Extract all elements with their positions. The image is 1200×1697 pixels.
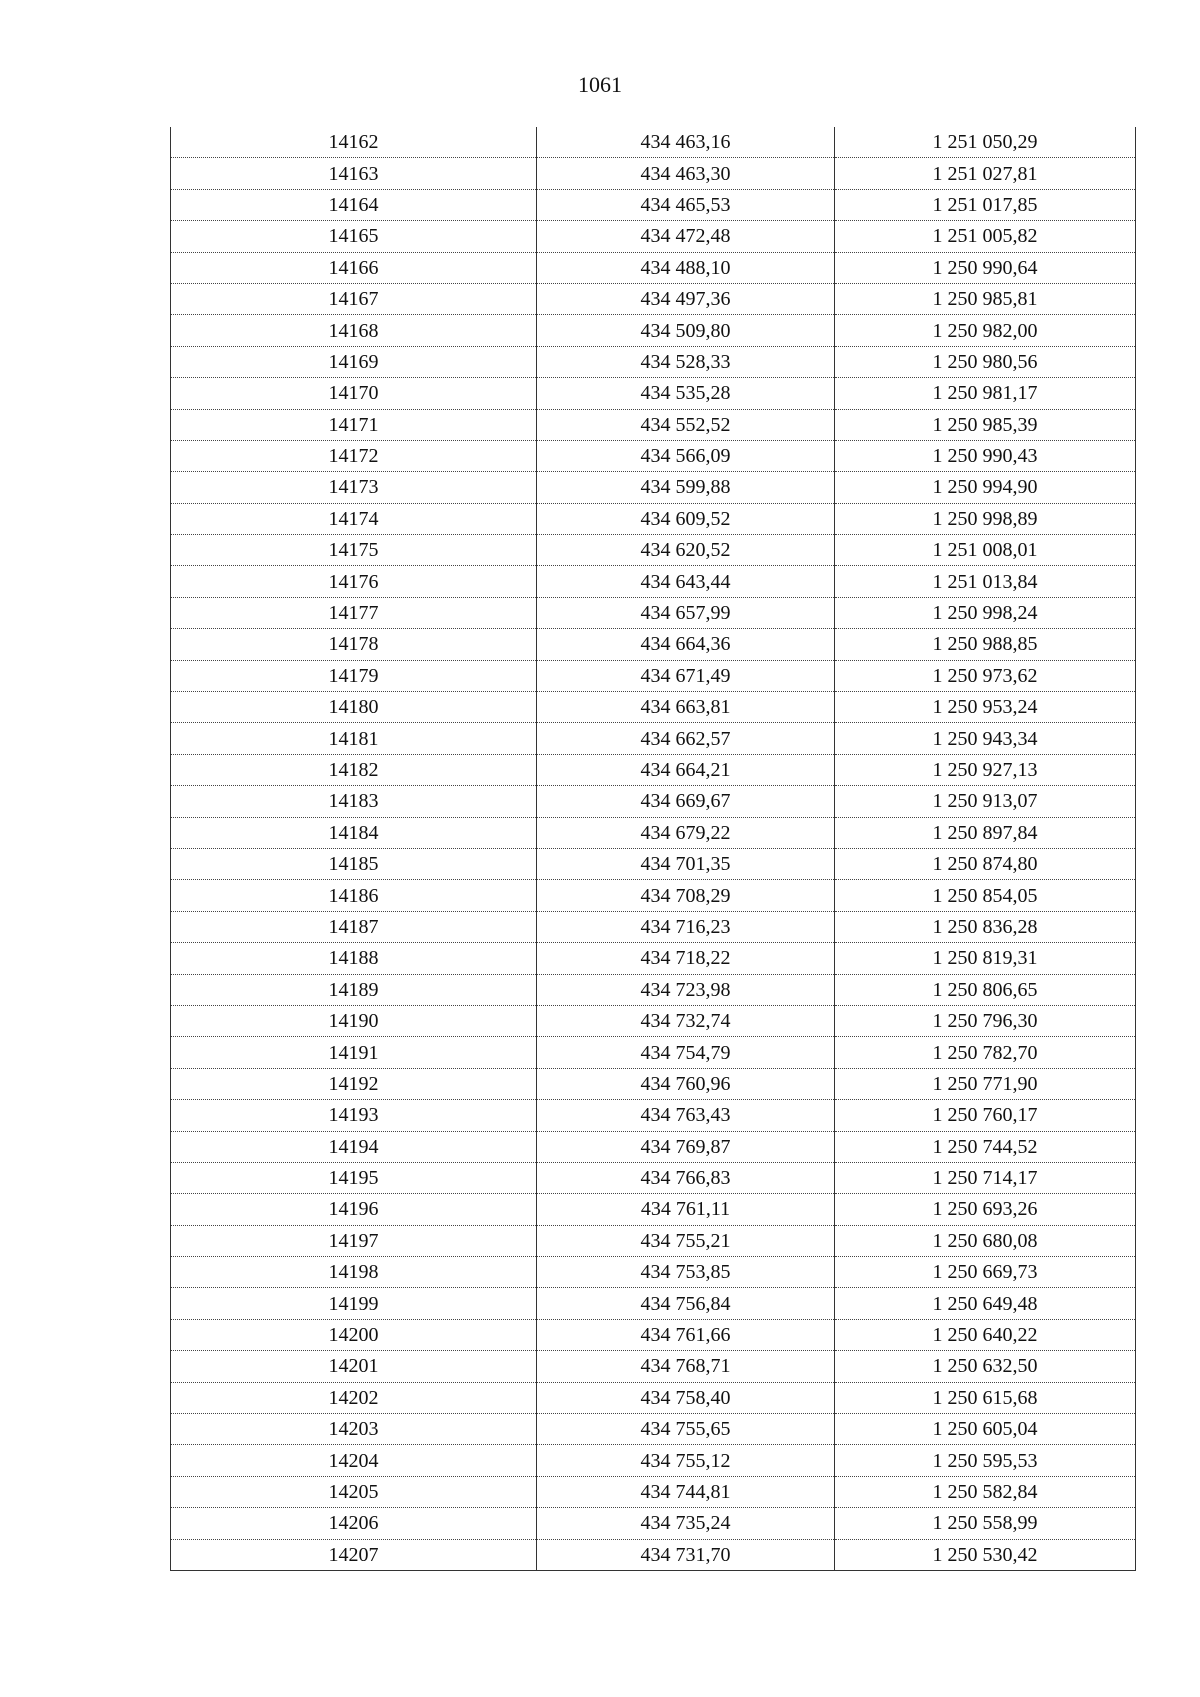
x-coordinate-cell: 434 744,81: [537, 1476, 835, 1507]
x-coordinate-cell: 434 566,09: [537, 440, 835, 471]
x-coordinate-cell: 434 768,71: [537, 1351, 835, 1382]
y-coordinate-cell: 1 250 714,17: [835, 1162, 1136, 1193]
x-coordinate-cell: 434 755,12: [537, 1445, 835, 1476]
point-number-cell: 14181: [171, 723, 537, 754]
point-number-cell: 14169: [171, 346, 537, 377]
x-coordinate-cell: 434 716,23: [537, 911, 835, 942]
x-coordinate-cell: 434 609,52: [537, 503, 835, 534]
table-row: [171, 472, 1136, 503]
table-row: [171, 1162, 1136, 1193]
point-number-cell: 14185: [171, 848, 537, 879]
y-coordinate-cell: 1 250 985,81: [835, 283, 1136, 314]
point-number-cell: 14196: [171, 1194, 537, 1225]
table-row: [171, 911, 1136, 942]
x-coordinate-cell: 434 528,33: [537, 346, 835, 377]
y-coordinate-cell: 1 250 760,17: [835, 1100, 1136, 1131]
table-row: [171, 1225, 1136, 1256]
x-coordinate-cell: 434 701,35: [537, 848, 835, 879]
x-coordinate-cell: 434 463,30: [537, 158, 835, 189]
table-row: [171, 535, 1136, 566]
x-coordinate-cell: 434 754,79: [537, 1037, 835, 1068]
point-number-cell: 14162: [171, 127, 537, 158]
point-number-cell: 14203: [171, 1414, 537, 1445]
x-coordinate-cell: 434 599,88: [537, 472, 835, 503]
table-row: [171, 1508, 1136, 1539]
y-coordinate-cell: 1 250 998,89: [835, 503, 1136, 534]
y-coordinate-cell: 1 250 897,84: [835, 817, 1136, 848]
table-row: [171, 158, 1136, 189]
y-coordinate-cell: 1 250 558,99: [835, 1508, 1136, 1539]
y-coordinate-cell: 1 250 669,73: [835, 1257, 1136, 1288]
x-coordinate-cell: 434 465,53: [537, 189, 835, 220]
point-number-cell: 14191: [171, 1037, 537, 1068]
y-coordinate-cell: 1 250 836,28: [835, 911, 1136, 942]
x-coordinate-cell: 434 669,67: [537, 786, 835, 817]
table-row: [171, 1005, 1136, 1036]
point-number-cell: 14207: [171, 1539, 537, 1570]
y-coordinate-cell: 1 250 649,48: [835, 1288, 1136, 1319]
table-row: [171, 1288, 1136, 1319]
x-coordinate-cell: 434 497,36: [537, 283, 835, 314]
y-coordinate-cell: 1 251 008,01: [835, 535, 1136, 566]
point-number-cell: 14200: [171, 1319, 537, 1350]
y-coordinate-cell: 1 250 913,07: [835, 786, 1136, 817]
x-coordinate-cell: 434 620,52: [537, 535, 835, 566]
point-number-cell: 14168: [171, 315, 537, 346]
table-row: [171, 660, 1136, 691]
point-number-cell: 14192: [171, 1068, 537, 1099]
x-coordinate-cell: 434 769,87: [537, 1131, 835, 1162]
y-coordinate-cell: 1 250 796,30: [835, 1005, 1136, 1036]
point-number-cell: 14188: [171, 943, 537, 974]
table-row: [171, 629, 1136, 660]
point-number-cell: 14187: [171, 911, 537, 942]
point-number-cell: 14179: [171, 660, 537, 691]
point-number-cell: 14170: [171, 378, 537, 409]
y-coordinate-cell: 1 250 530,42: [835, 1539, 1136, 1570]
y-coordinate-cell: 1 251 027,81: [835, 158, 1136, 189]
y-coordinate-cell: 1 250 582,84: [835, 1476, 1136, 1507]
y-coordinate-cell: 1 250 953,24: [835, 692, 1136, 723]
y-coordinate-cell: 1 250 990,64: [835, 252, 1136, 283]
table-row: [171, 597, 1136, 628]
y-coordinate-cell: 1 250 982,00: [835, 315, 1136, 346]
page-number: 1061: [578, 72, 622, 97]
point-number-cell: 14177: [171, 597, 537, 628]
x-coordinate-cell: 434 552,52: [537, 409, 835, 440]
x-coordinate-cell: 434 755,65: [537, 1414, 835, 1445]
x-coordinate-cell: 434 718,22: [537, 943, 835, 974]
table-row: [171, 127, 1136, 158]
table-row: [171, 378, 1136, 409]
table-row: [171, 1100, 1136, 1131]
x-coordinate-cell: 434 758,40: [537, 1382, 835, 1413]
table-row: [171, 1037, 1136, 1068]
x-coordinate-cell: 434 732,74: [537, 1005, 835, 1036]
x-coordinate-cell: 434 731,70: [537, 1539, 835, 1570]
table-row: [171, 409, 1136, 440]
table-row: [171, 1476, 1136, 1507]
point-number-cell: 14193: [171, 1100, 537, 1131]
table-row: [171, 1068, 1136, 1099]
point-number-cell: 14184: [171, 817, 537, 848]
x-coordinate-cell: 434 761,66: [537, 1319, 835, 1350]
x-coordinate-cell: 434 671,49: [537, 660, 835, 691]
x-coordinate-cell: 434 663,81: [537, 692, 835, 723]
x-coordinate-cell: 434 535,28: [537, 378, 835, 409]
x-coordinate-cell: 434 753,85: [537, 1257, 835, 1288]
y-coordinate-cell: 1 250 943,34: [835, 723, 1136, 754]
point-number-cell: 14194: [171, 1131, 537, 1162]
y-coordinate-cell: 1 251 050,29: [835, 127, 1136, 158]
table-row: [171, 1351, 1136, 1382]
y-coordinate-cell: 1 250 854,05: [835, 880, 1136, 911]
table-row: [171, 189, 1136, 220]
x-coordinate-cell: 434 664,21: [537, 754, 835, 785]
y-coordinate-cell: 1 251 013,84: [835, 566, 1136, 597]
x-coordinate-cell: 434 766,83: [537, 1162, 835, 1193]
x-coordinate-cell: 434 664,36: [537, 629, 835, 660]
point-number-cell: 14206: [171, 1508, 537, 1539]
table-row: [171, 786, 1136, 817]
table-row: [171, 723, 1136, 754]
table-row: [171, 943, 1136, 974]
y-coordinate-cell: 1 250 994,90: [835, 472, 1136, 503]
table-row: [171, 221, 1136, 252]
table-row: [171, 754, 1136, 785]
y-coordinate-cell: 1 250 605,04: [835, 1414, 1136, 1445]
point-number-cell: 14202: [171, 1382, 537, 1413]
point-number-cell: 14180: [171, 692, 537, 723]
y-coordinate-cell: 1 250 981,17: [835, 378, 1136, 409]
y-coordinate-cell: 1 251 017,85: [835, 189, 1136, 220]
x-coordinate-cell: 434 763,43: [537, 1100, 835, 1131]
point-number-cell: 14174: [171, 503, 537, 534]
y-coordinate-cell: 1 250 927,13: [835, 754, 1136, 785]
table-row: [171, 1194, 1136, 1225]
table-row: [171, 346, 1136, 377]
point-number-cell: 14176: [171, 566, 537, 597]
x-coordinate-cell: 434 463,16: [537, 127, 835, 158]
table-row: [171, 1131, 1136, 1162]
table-row: [171, 503, 1136, 534]
point-number-cell: 14172: [171, 440, 537, 471]
y-coordinate-cell: 1 250 988,85: [835, 629, 1136, 660]
point-number-cell: 14178: [171, 629, 537, 660]
point-number-cell: 14186: [171, 880, 537, 911]
point-number-cell: 14199: [171, 1288, 537, 1319]
table-row: [171, 440, 1136, 471]
point-number-cell: 14195: [171, 1162, 537, 1193]
table-row: [171, 1414, 1136, 1445]
table-row: [171, 817, 1136, 848]
x-coordinate-cell: 434 756,84: [537, 1288, 835, 1319]
y-coordinate-cell: 1 250 874,80: [835, 848, 1136, 879]
x-coordinate-cell: 434 708,29: [537, 880, 835, 911]
y-coordinate-cell: 1 250 990,43: [835, 440, 1136, 471]
point-number-cell: 14182: [171, 754, 537, 785]
y-coordinate-cell: 1 250 615,68: [835, 1382, 1136, 1413]
y-coordinate-cell: 1 250 980,56: [835, 346, 1136, 377]
point-number-cell: 14205: [171, 1476, 537, 1507]
table-row: [171, 283, 1136, 314]
y-coordinate-cell: 1 250 819,31: [835, 943, 1136, 974]
point-number-cell: 14189: [171, 974, 537, 1005]
point-number-cell: 14171: [171, 409, 537, 440]
point-number-cell: 14201: [171, 1351, 537, 1382]
table-row: [171, 880, 1136, 911]
x-coordinate-cell: 434 509,80: [537, 315, 835, 346]
x-coordinate-cell: 434 723,98: [537, 974, 835, 1005]
x-coordinate-cell: 434 472,48: [537, 221, 835, 252]
table-row: [171, 1539, 1136, 1570]
table-row: [171, 252, 1136, 283]
y-coordinate-cell: 1 250 806,65: [835, 974, 1136, 1005]
y-coordinate-cell: 1 250 998,24: [835, 597, 1136, 628]
coordinates-table-body: [171, 127, 1136, 1570]
table-row: [171, 1257, 1136, 1288]
y-coordinate-cell: 1 251 005,82: [835, 221, 1136, 252]
table-row: [171, 974, 1136, 1005]
y-coordinate-cell: 1 250 771,90: [835, 1068, 1136, 1099]
point-number-cell: 14164: [171, 189, 537, 220]
point-number-cell: 14167: [171, 283, 537, 314]
table-row: [171, 1319, 1136, 1350]
x-coordinate-cell: 434 755,21: [537, 1225, 835, 1256]
y-coordinate-cell: 1 250 782,70: [835, 1037, 1136, 1068]
point-number-cell: 14175: [171, 535, 537, 566]
coordinates-table: [170, 127, 1136, 1571]
x-coordinate-cell: 434 735,24: [537, 1508, 835, 1539]
x-coordinate-cell: 434 488,10: [537, 252, 835, 283]
table-row: [171, 1445, 1136, 1476]
point-number-cell: 14163: [171, 158, 537, 189]
point-number-cell: 14198: [171, 1257, 537, 1288]
x-coordinate-cell: 434 643,44: [537, 566, 835, 597]
point-number-cell: 14197: [171, 1225, 537, 1256]
x-coordinate-cell: 434 657,99: [537, 597, 835, 628]
table-row: [171, 1382, 1136, 1413]
y-coordinate-cell: 1 250 680,08: [835, 1225, 1136, 1256]
table-row: [171, 315, 1136, 346]
table-row: [171, 692, 1136, 723]
y-coordinate-cell: 1 250 693,26: [835, 1194, 1136, 1225]
y-coordinate-cell: 1 250 640,22: [835, 1319, 1136, 1350]
x-coordinate-cell: 434 760,96: [537, 1068, 835, 1099]
point-number-cell: 14173: [171, 472, 537, 503]
table-row: [171, 566, 1136, 597]
point-number-cell: 14166: [171, 252, 537, 283]
point-number-cell: 14183: [171, 786, 537, 817]
y-coordinate-cell: 1 250 595,53: [835, 1445, 1136, 1476]
y-coordinate-cell: 1 250 744,52: [835, 1131, 1136, 1162]
point-number-cell: 14190: [171, 1005, 537, 1036]
x-coordinate-cell: 434 662,57: [537, 723, 835, 754]
x-coordinate-cell: 434 761,11: [537, 1194, 835, 1225]
x-coordinate-cell: 434 679,22: [537, 817, 835, 848]
table-row: [171, 848, 1136, 879]
y-coordinate-cell: 1 250 973,62: [835, 660, 1136, 691]
y-coordinate-cell: 1 250 632,50: [835, 1351, 1136, 1382]
point-number-cell: 14165: [171, 221, 537, 252]
y-coordinate-cell: 1 250 985,39: [835, 409, 1136, 440]
point-number-cell: 14204: [171, 1445, 537, 1476]
